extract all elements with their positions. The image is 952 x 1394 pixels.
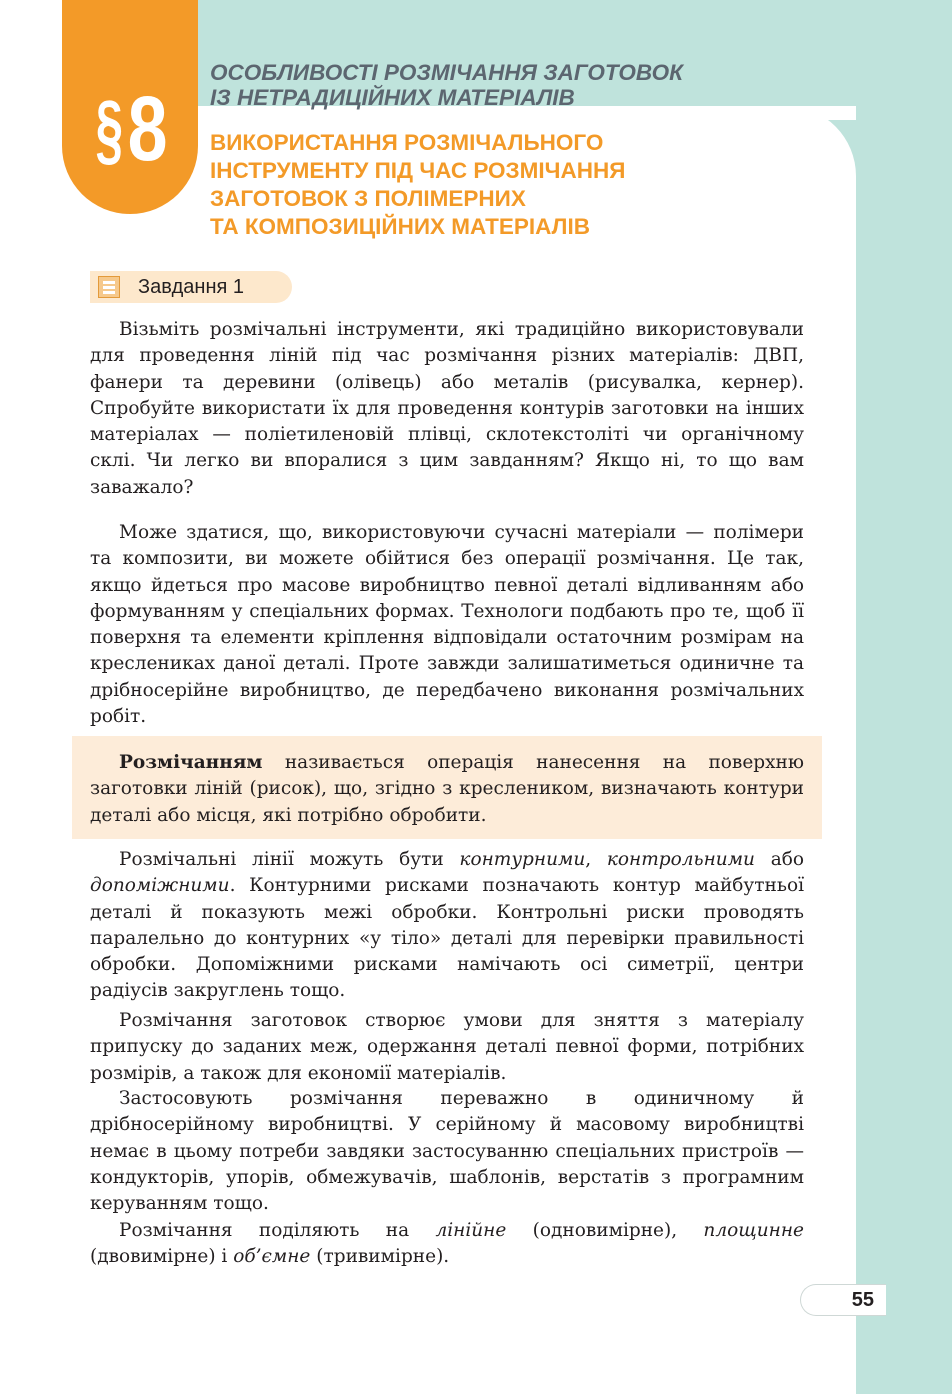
title-orange-line-3: ЗАГОТОВОК З ПОЛІМЕРНИХ: [210, 186, 526, 211]
paragraph-line-types: [90, 847, 804, 1005]
term-contour: контурними: [459, 849, 586, 870]
term-control: контрольними: [606, 849, 755, 870]
section-title-gray: [210, 60, 830, 110]
section-symbol: §: [95, 84, 124, 173]
text-run: ,: [585, 849, 607, 870]
text-run: Розмічальні лінії можуть бути: [119, 849, 460, 870]
term-planar: площинне: [703, 1220, 804, 1241]
term-auxiliary: допоміжними: [90, 875, 230, 897]
text-run: (двовимірне) і: [90, 1246, 234, 1268]
title-orange-line-1: ВИКОРИСТАННЯ РОЗМІЧАЛЬНОГО: [210, 130, 604, 155]
task-label: Завдання 1: [138, 275, 244, 298]
paragraph-application: Застосовують розмічання переважно в одиничному й дрібносерійному виробництві. У серійному й масовому виробництві немає в цьому потреби завдяки застосуванню спеціальних пристроїв — кондукторів, упорів, обмежувачів, шаблонів, верстатів з програмним керуванням тощо.: [90, 1088, 804, 1215]
definition-text: [90, 750, 804, 829]
definition-term: Розмічанням: [119, 752, 263, 773]
paragraph-intro: Може здатися, що, використовуючи сучасні матеріали — полімери та композити, ви можете обійтися без операції розмічання. Це так, якщо йдеться про масове виробництво певної деталі відливанням або формуванням у спеціальних формах. Технологи подбають про те, щоб її поверхня та елементи кріплення відповідали остаточним розмірам на креслениках даної деталі. Проте завжди залишатиметься одиничне та дрібносерійне виробництво, де передбачено виконання розмічальних робіт.: [90, 522, 804, 728]
section-badge: [62, 0, 198, 214]
task-list-icon: [98, 276, 120, 298]
definition-body: називається операція нанесення на поверхню заготовки ліній (рисок), що, згідно з креслеником, визначають контури деталі або місця, які потрібно обробити.: [90, 752, 804, 826]
text-run: або: [754, 849, 805, 870]
task-heading: [90, 271, 292, 303]
term-volumetric: об’ємне: [233, 1246, 311, 1268]
text-run: (одновимірне),: [506, 1220, 704, 1241]
section-number: 8: [127, 77, 168, 180]
section-title-orange: [210, 129, 830, 241]
title-orange-line-2: ІНСТРУМЕНТУ ПІД ЧАС РОЗМІЧАННЯ: [210, 158, 626, 183]
paragraph-purpose: Розмічання заготовок створює умови для зняття з матеріалу припуску до заданих меж, одержання деталі певної форми, потрібних розмірів, а також для економії матеріалів.: [90, 1010, 804, 1084]
paragraph-kinds: [90, 1218, 804, 1271]
text-run: (тривимірне).: [310, 1246, 450, 1268]
term-linear: лінійне: [435, 1220, 507, 1241]
title-orange-line-4: ТА КОМПОЗИЦІЙНИХ МАТЕРІАЛІВ: [210, 214, 590, 239]
text-run: . Контурними рисками позначають контур майбутньої деталі й показують межі обробки. Контрольні риски проводять паралельно до контурних «у тіло» деталі для перевірки правильності обробки. Допоміжними рисками намічають осі симетрії, центри радіусів закруглень тощо.: [90, 875, 804, 1002]
text-run: Розмічання поділяють на: [119, 1220, 436, 1241]
paragraph-task-1: Візьміть розмічальні інструменти, які традиційно використовували для проведення ліній під час розмічання різних матеріалів: ДВП, фанери та деревини (олівець) або металів (рисувалка, кернер). Спробуйте використати їх для проведення контурів заготовки на інших матеріалах — поліетиленовій плівці, склотекстоліті чи органічному склі. Чи легко ви впоралися з цим завданням? Якщо ні, то що вам заважало?: [90, 319, 804, 498]
title-gray-line-1: ОСОБЛИВОСТІ РОЗМІЧАННЯ ЗАГОТОВОК: [210, 60, 683, 85]
page-number: 55: [800, 1284, 886, 1316]
title-gray-line-2: ІЗ НЕТРАДИЦІЙНИХ МАТЕРІАЛІВ: [210, 85, 575, 110]
